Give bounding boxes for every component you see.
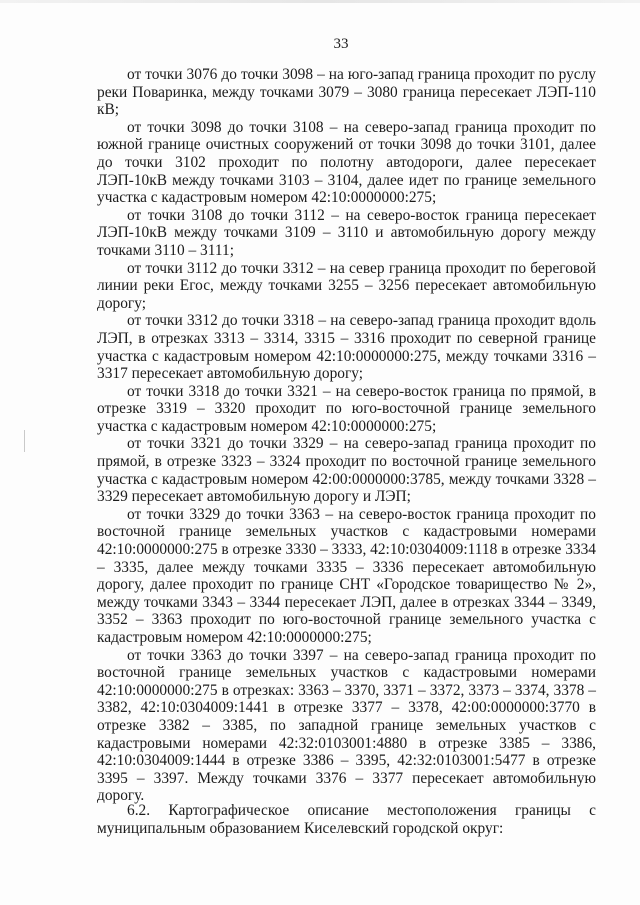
paragraph-3363-3397: от точки 3363 до точки 3397 – на северо-запад граница проходит по восточной границе земельных участков с кадастровыми номерами 42:10:0000000:275 в отрезках: 3363 – 3370, 3371 – 3372, 3373 – 3374, 3378 – 3382, 42:10:0304009:1441 в отрезке 3377 – 3378, 42:00:0000000:3770 в отрезке 3382 – 3385, по западной границе земельных участков с кадастровыми номерами 42:32:0103001:4880 в отрезке 3385 – 3386, 42:10:0304009:1444 в отрезке 3386 – 3395, 42:32:0103001:5477 в отрезке 3395 – 3397. Между точками 3376 – 3377 пересекает автомобильную дорогу. [97,646,596,805]
document-body [97,66,596,805]
paragraph-3321-3329: от точки 3321 до точки 3329 – на северо-запад граница проходит по прямой, в отрезке 3323 – 3324 проходит по восточной границе земельного участка с кадастровым номером 42:00:0000000:3785, между точками 3328 – 3329 пересекает автомобильную дорогу и ЛЭП; [97,435,596,506]
paragraph-3112-3312: от точки 3112 до точки 3312 – на север граница проходит по береговой линии реки Егос, между точками 3255 – 3256 пересекает автомобильную дорогу; [97,259,596,312]
paragraph-3329-3363: от точки 3329 до точки 3363 – на северо-восток граница проходит по восточной границе земельных участков с кадастровыми номерами 42:10:0000000:275 в отрезке 3330 – 3333, 42:10:0304009:1118 в отрезке 3334 – 3335, далее между точками 3335 – 3336 пересекает автомобильную дорогу, далее проходит по границе СНТ «Городское товарищество № 2», между точками 3343 – 3344 пересекает ЛЭП, далее в отрезках 3344 – 3349, 3352 – 3363 проходит по юго-восточной границе земельного участка с кадастровым номером 42:10:0000000:275; [97,505,596,646]
paragraph-3098-3108: от точки 3098 до точки 3108 – на северо-запад граница проходит по южной границе очистных сооружений от точки 3098 до точки 3101, далее до точки 3102 проходит по полотну автодороги, далее пересекает ЛЭП-10кВ между точками 3103 – 3104, далее идет по границе земельного участка с кадастровым номером 42:10:0000000:275; [97,118,596,207]
scan-top-edge [0,0,640,3]
page-number: 33 [333,36,349,52]
paragraph-3312-3318: от точки 3312 до точки 3318 – на северо-запад граница проходит вдоль ЛЭП, в отрезках 3313 – 3314, 3315 – 3316 проходит по северной границе участка с кадастровым номером 42:10:0000000:275, между точками 3316 – 3317 пересекает автомобильную дорогу; [97,312,596,383]
paragraph-3076-3098: от точки 3076 до точки 3098 – на юго-запад граница проходит по руслу реки Поваринка, между точками 3079 – 3080 граница пересекает ЛЭП-110 кВ; [97,66,596,119]
paragraph-3108-3112: от точки 3108 до точки 3112 – на северо-восток граница пересекает ЛЭП-10кВ между точками 3109 – 3110 и автомобильную дорогу между точками 3110 – 3111; [97,206,596,259]
section-6-2-heading: 6.2. Картографическое описание местоположения границы с муниципальным образованием Киселевский городской округ: [97,802,600,837]
scan-artifact [24,430,25,452]
paragraph-3318-3321: от точки 3318 до точки 3321 – на северо-восток граница по прямой, в отрезке 3319 – 3320 проходит по юго-восточной границе земельного участка с кадастровым номером 42:10:0000000:275; [97,382,596,435]
